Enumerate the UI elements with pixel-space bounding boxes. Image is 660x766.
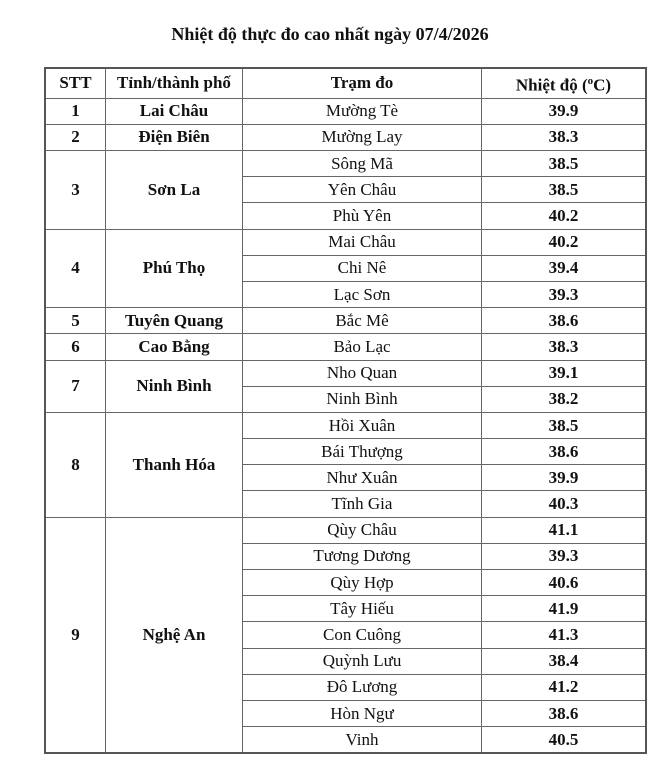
table-header-row — [45, 68, 646, 98]
cell-temperature: 38.6 — [482, 700, 647, 726]
cell-province: Cao Bằng — [106, 334, 243, 360]
cell-station: Lạc Sơn — [243, 281, 482, 307]
cell-stt: 4 — [45, 229, 106, 308]
cell-station: Bắc Mê — [243, 308, 482, 334]
cell-temperature: 39.3 — [482, 281, 647, 307]
cell-station: Mường Lay — [243, 124, 482, 150]
cell-temperature: 39.9 — [482, 465, 647, 491]
cell-station: Đô Lương — [243, 674, 482, 700]
cell-province: Thanh Hóa — [106, 412, 243, 517]
cell-temperature: 38.6 — [482, 308, 647, 334]
cell-temperature: 41.1 — [482, 517, 647, 543]
cell-station: Chi Nê — [243, 255, 482, 281]
cell-station: Tĩnh Gia — [243, 491, 482, 517]
cell-province: Ninh Bình — [106, 360, 243, 412]
table-body — [45, 98, 646, 753]
cell-temperature: 41.9 — [482, 596, 647, 622]
cell-stt: 9 — [45, 517, 106, 753]
cell-province: Lai Châu — [106, 98, 243, 124]
cell-station: Hồi Xuân — [243, 412, 482, 438]
cell-province: Sơn La — [106, 151, 243, 230]
table-row — [45, 517, 646, 543]
header-temperature — [482, 68, 647, 98]
header-station: Trạm đo — [243, 68, 482, 98]
table-row — [45, 124, 646, 150]
cell-temperature: 41.2 — [482, 674, 647, 700]
header-temp-prefix: Nhiệt độ ( — [515, 75, 588, 95]
cell-stt: 3 — [45, 151, 106, 230]
cell-temperature: 38.4 — [482, 648, 647, 674]
cell-station: Bảo Lạc — [243, 334, 482, 360]
cell-temperature: 38.6 — [482, 439, 647, 465]
cell-station: Quỳnh Lưu — [243, 648, 482, 674]
cell-stt: 5 — [45, 308, 106, 334]
cell-stt: 2 — [45, 124, 106, 150]
cell-province: Nghệ An — [106, 517, 243, 753]
cell-station: Qùy Châu — [243, 517, 482, 543]
cell-province: Điện Biên — [106, 124, 243, 150]
cell-temperature: 38.5 — [482, 412, 647, 438]
cell-province: Tuyên Quang — [106, 308, 243, 334]
cell-temperature: 39.9 — [482, 98, 647, 124]
cell-station: Sông Mã — [243, 151, 482, 177]
cell-temperature: 38.2 — [482, 386, 647, 412]
cell-temperature: 41.3 — [482, 622, 647, 648]
cell-temperature: 40.3 — [482, 491, 647, 517]
cell-station: Vinh — [243, 727, 482, 754]
cell-station: Bái Thượng — [243, 439, 482, 465]
cell-temperature: 38.5 — [482, 151, 647, 177]
cell-temperature: 40.2 — [482, 229, 647, 255]
cell-temperature: 40.6 — [482, 570, 647, 596]
cell-station: Con Cuông — [243, 622, 482, 648]
degree-sup: o — [587, 75, 594, 87]
cell-temperature: 39.4 — [482, 255, 647, 281]
cell-station: Như Xuân — [243, 465, 482, 491]
cell-station: Ninh Bình — [243, 386, 482, 412]
cell-province: Phú Thọ — [106, 229, 243, 308]
cell-station: Tương Dương — [243, 543, 482, 569]
cell-station: Hòn Ngư — [243, 700, 482, 726]
cell-temperature: 38.5 — [482, 177, 647, 203]
page-title: Nhiệt độ thực đo cao nhất ngày 07/4/2026 — [171, 24, 489, 44]
cell-station: Nho Quan — [243, 360, 482, 386]
cell-station: Tây Hiếu — [243, 596, 482, 622]
header-stt: STT — [45, 68, 106, 98]
cell-station: Mai Châu — [243, 229, 482, 255]
cell-station: Phù Yên — [243, 203, 482, 229]
cell-temperature: 39.3 — [482, 543, 647, 569]
temperature-table — [44, 67, 647, 754]
cell-temperature: 40.2 — [482, 203, 647, 229]
cell-temperature: 40.5 — [482, 727, 647, 754]
cell-stt: 6 — [45, 334, 106, 360]
table-row — [45, 98, 646, 124]
cell-temperature: 39.1 — [482, 360, 647, 386]
cell-station: Yên Châu — [243, 177, 482, 203]
cell-temperature: 38.3 — [482, 334, 647, 360]
table-row — [45, 334, 646, 360]
table-row — [45, 229, 646, 255]
cell-station: Mường Tè — [243, 98, 482, 124]
table-row — [45, 151, 646, 177]
cell-station: Qùy Hợp — [243, 570, 482, 596]
table-row — [45, 412, 646, 438]
cell-stt: 1 — [45, 98, 106, 124]
cell-stt: 8 — [45, 412, 106, 517]
table-row — [45, 308, 646, 334]
cell-temperature: 38.3 — [482, 124, 647, 150]
table-row — [45, 360, 646, 386]
header-province: Tỉnh/thành phố — [106, 68, 243, 98]
cell-stt: 7 — [45, 360, 106, 412]
header-temp-suffix: C) — [593, 75, 612, 95]
